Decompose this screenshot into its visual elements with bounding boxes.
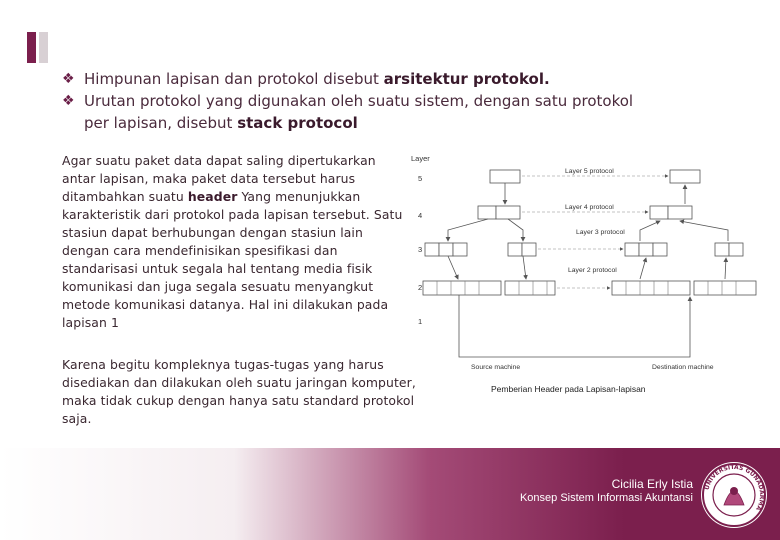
- bullet-prefix-line2: per lapisan, disebut: [84, 114, 238, 132]
- bullet-item: [62, 68, 662, 90]
- layer-number: 3: [418, 245, 423, 254]
- author-name: Cicilia Erly Istia: [611, 477, 693, 491]
- layer-heading: Layer: [411, 154, 430, 163]
- message-box: [490, 170, 520, 183]
- protocol-label: Layer 2 protocol: [568, 267, 617, 274]
- message-box: [670, 170, 700, 183]
- header-box: [650, 206, 668, 219]
- bullet-list: [62, 68, 662, 134]
- bullet-strong: arsitektur protokol.: [383, 70, 550, 88]
- source-label: Source machine: [471, 364, 521, 371]
- layer-number: 1: [418, 317, 423, 326]
- protocol-label: Layer 5 protocol: [565, 168, 614, 175]
- protocol-label: Layer 4 protocol: [565, 204, 614, 211]
- diamond-bullet-icon: ❖: [62, 93, 75, 109]
- protocol-header-diagram: [408, 150, 770, 395]
- paragraph-text: Agar suatu paket data dapat saling dipertukarkan antar lapisan, maka paket data tersebut harus ditambahkan suatu: [62, 153, 376, 204]
- protocol-label: Layer 3 protocol: [576, 229, 625, 236]
- paragraph-complexity: Karena begitu kompleknya tugas-tugas yang harus disediakan dan dilakukan oleh suatu jaringan komputer, maka tidak cukup dengan hanya satu standard protokol saja.: [62, 357, 416, 426]
- bullet-strong: stack protocol: [237, 114, 358, 132]
- message-box: [668, 206, 692, 219]
- course-name: Konsep Sistem Informasi Akuntansi: [519, 492, 693, 504]
- bullet-text: [84, 68, 550, 90]
- bullet-item: [62, 90, 662, 112]
- university-logo-icon: [700, 461, 768, 529]
- decor-bar-light: [39, 32, 48, 63]
- bullet-text: [84, 90, 633, 112]
- diagram-caption: Pemberian Header pada Lapisan-lapisan: [491, 384, 646, 394]
- bullet-prefix: Himpunan lapisan dan protokol disebut: [84, 70, 384, 88]
- keyword-header: header: [187, 189, 238, 204]
- layer-number: 5: [418, 174, 423, 183]
- destination-label: Destination machine: [652, 364, 714, 371]
- paragraph-header: [62, 152, 407, 332]
- paragraph-text: Yang menunjukkan karakteristik dari protokol pada lapisan tersebut. Satu stasiun dapat berhubungan dengan stasiun lain dengan cara mendefinisikan spesifikasi dan standarisasi untuk segala hal tentang media fisik komunikasi dan juga segala sesuatu menyangkut metode komunikasi datanya. Hal ini dilakukan pada lapisan 1: [62, 189, 403, 330]
- layer-number: 4: [418, 211, 423, 220]
- message-box: [496, 206, 520, 219]
- header-box: [478, 206, 496, 219]
- svg-text:UNIVERSITAS GUNADARMA: UNIVERSITAS GUNADARMA: [703, 463, 766, 512]
- diamond-bullet-icon: ❖: [62, 71, 75, 87]
- decor-bar: [27, 32, 36, 63]
- layer-number: 2: [418, 283, 423, 292]
- bullet-prefix: Urutan protokol yang digunakan oleh suatu sistem, dengan satu protokol: [84, 92, 634, 110]
- bullet-continuation: [62, 112, 662, 134]
